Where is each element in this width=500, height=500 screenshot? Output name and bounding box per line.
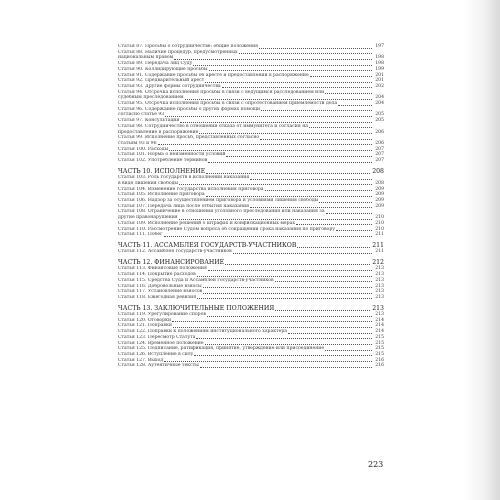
toc-entry-page: 208 (372, 167, 384, 175)
toc-entry-page: 204 (375, 101, 384, 107)
toc-part-heading (118, 259, 384, 266)
toc-entry-title: ЧАСТЬ 10. ИСПОЛНЕНИЕ (118, 167, 206, 175)
dot-leader (275, 281, 372, 282)
dot-leader (239, 53, 372, 54)
toc-entry-page: 207 (375, 146, 384, 152)
toc-entry-title: ЧАСТЬ 11. АССАМБЛЕЯ ГОСУДАРСТВ-УЧАСТНИКОВ (118, 241, 297, 249)
toc-entry-page: 208 (375, 180, 384, 186)
toc-part-heading (118, 242, 384, 249)
toc-entry-title: Статья 92. Предварительный арест (118, 78, 205, 84)
toc-entry-page: 209 (375, 197, 384, 203)
toc-entry-page: 207 (375, 158, 384, 164)
toc-entry-title: Статья 107. Передача лица после отбытия наказания (118, 203, 250, 209)
toc-entry-title: ЧАСТЬ 12. ФИНАНСИРОВАНИЕ (118, 259, 225, 267)
toc-entry (118, 363, 384, 369)
toc-entry-title: Статья 119. Урегулирование споров (118, 312, 206, 318)
toc-entry-page: 216 (375, 363, 384, 369)
toc-entry-page: 213 (375, 266, 384, 272)
toc-entry-page: 198 (375, 61, 384, 67)
toc-entry-page: 201 (375, 78, 384, 84)
dot-leader (193, 65, 372, 66)
dot-leader (169, 150, 372, 151)
toc-entry-title: Статья 116. Добровольные взносы (118, 283, 202, 289)
toc-entry-title: Статья 115. Средства Суда и Ассамблеи государств-участников (118, 277, 274, 283)
toc-entry-page: 213 (372, 304, 384, 312)
toc-entry-title: Статья 100. Расходы (118, 146, 169, 152)
dot-leader (309, 127, 372, 128)
toc-entry-title: Статья 106. Надзор за осуществлением приговора и условиями лишения свободы (118, 197, 319, 203)
page-number: 223 (368, 460, 384, 469)
toc-part-heading (118, 168, 384, 175)
dot-leader (180, 122, 372, 123)
dot-leader (319, 202, 372, 203)
toc-entry (118, 295, 384, 301)
dot-leader (206, 173, 370, 174)
dot-leader (200, 367, 372, 368)
toc-entry-title: ЧАСТЬ 13. ЗАКЛЮЧИТЕЛЬНЫЕ ПОЛОЖЕНИЯ (118, 304, 275, 312)
dot-leader (196, 338, 372, 339)
toc-entry-title: Статья 122. Поправки к положениям институционального характера (118, 329, 288, 335)
dot-leader (164, 361, 372, 362)
toc-entry-page: 205 (375, 118, 384, 124)
toc-entry-page: 211 (372, 241, 384, 249)
toc-entry-title: согласно статье 93 (118, 112, 165, 118)
dot-leader (165, 116, 372, 117)
toc-entry-page: 215 (375, 351, 384, 357)
toc-part-heading (118, 305, 384, 312)
dot-leader (260, 139, 372, 140)
toc-entry-title: Статья 113. Финансовые положения (118, 266, 207, 272)
toc-entry-page: 209 (375, 186, 384, 192)
toc-entry-title: Статья 112. Ассамблея государств-участников (118, 249, 232, 255)
toc-entry-title: другие правонарушения (118, 215, 178, 221)
toc-entry-page: 202 (375, 83, 384, 89)
toc-entry-page: 210 (375, 226, 384, 232)
toc-entry-page: 214 (375, 329, 384, 335)
toc-entry-title: Статья 123. Пересмотр Статута (118, 334, 196, 340)
dot-leader (288, 333, 372, 334)
toc-entry-page: 198 (375, 55, 384, 61)
toc-entry-title: Статья 102. Употребление терминов (118, 158, 208, 164)
toc-entry-title: Статья 128. Аутентичные тексты (118, 363, 199, 369)
toc-entry-title: Статья 99. Исполнение просьб, представленных согласно (118, 135, 260, 141)
toc-entry-page: 199 (375, 66, 384, 72)
toc-entry-title: Статья 97. Консультации (118, 118, 180, 124)
dot-leader (197, 298, 372, 299)
toc-entry-title: Статья 105. Исполнение приговора (118, 192, 205, 198)
toc-entry-page: 210 (375, 215, 384, 221)
toc-entry (118, 158, 384, 164)
toc-entry-title: Статья 90. Коллидирующие просьбы (118, 66, 208, 72)
toc-entry-page: 213 (375, 312, 384, 318)
toc-entry-title: Статья 125. Подписание, ратификация, принятие, утверждение или присоединение (118, 346, 325, 352)
dot-leader (172, 321, 372, 322)
toc-entry-title: Статья 88. Наличие процедур, предусмотренных (118, 49, 238, 55)
toc-entry-page: 197 (375, 44, 384, 49)
toc-entry-title: Статья 117. Установление взносов (118, 289, 203, 295)
toc-entry-page: 213 (375, 289, 384, 295)
dot-leader (158, 144, 373, 145)
toc-entry-page: 213 (375, 283, 384, 289)
dot-leader (208, 270, 372, 271)
toc-entry-title: Статья 104. Изменение государства исполнения приговора (118, 186, 264, 192)
dot-leader (338, 105, 372, 106)
toc-entry-page: 215 (375, 340, 384, 346)
toc-entry-title: статьям 93 и 96 (118, 140, 157, 146)
dot-leader (179, 184, 372, 185)
toc-entry-page: 212 (372, 259, 384, 267)
toc-entry-page: 210 (375, 220, 384, 226)
toc-entry-page: 207 (375, 152, 384, 158)
toc-entry-title: Статья 109. Исполнение решений о штрафах и конфискационных мерах (118, 220, 295, 226)
page-edge-shadow (464, 0, 500, 500)
dot-leader (297, 247, 370, 248)
toc-entry-title: Статья 89. Передача лиц Суду (118, 61, 193, 67)
dot-leader (174, 59, 372, 60)
toc-entry-page: 213 (375, 277, 384, 283)
toc-entry-title: Статья 120. Оговорки (118, 317, 172, 323)
toc-entry-page: 206 (375, 140, 384, 146)
toc-entry-title: в виде лишения свободы (118, 180, 179, 186)
toc-entry-title: Статья 94. Отсрочка исполнения просьбы в связи с ведущимся расследованием или (118, 89, 325, 95)
dot-leader (199, 133, 372, 134)
dot-leader (336, 230, 372, 231)
toc-entry-page: 205 (375, 112, 384, 118)
dot-leader (179, 219, 372, 220)
dot-leader (203, 287, 372, 288)
toc-entry-title: национальным правом (118, 55, 174, 61)
toc-entry (118, 249, 384, 255)
toc-entry-title: Статья 98. Сотрудничество в отношении отказа от иммунитета и согласия на (118, 123, 309, 129)
dot-leader (326, 213, 372, 214)
dot-leader (296, 224, 372, 225)
dot-leader (325, 93, 372, 94)
toc-entry-title: Статья 110. Рассмотрение Судом вопроса об сокращении срока наказания по приговору (118, 226, 335, 232)
toc-entry-page: 214 (375, 323, 384, 329)
toc-entry-page: 211 (375, 249, 384, 255)
toc-entry-title: Статья 103. Роль государств в исполнении наказания (118, 175, 250, 181)
dot-leader (164, 236, 372, 237)
toc-entry-title: Статья 127. Выход (118, 357, 164, 363)
dot-leader (203, 293, 372, 294)
toc-entry-title: Статья 111. Побег (118, 232, 163, 238)
toc-entry-title: Статья 96. Содержание просьбы о других формах помощи (118, 106, 261, 112)
dot-leader (310, 76, 372, 77)
toc-entry-title: Статья 118. Ежегодная ревизия (118, 294, 197, 300)
dot-leader (325, 350, 372, 351)
dot-leader (173, 327, 372, 328)
toc-entry-page: 213 (375, 294, 384, 300)
toc-entry-title: Статья 108. Ограничение в отношении уголовного преследования или наказания за (118, 209, 325, 215)
dot-leader (207, 316, 372, 317)
toc-entry-page: 209 (375, 192, 384, 198)
table-of-contents (118, 44, 384, 369)
toc-entry-page: 201 (375, 72, 384, 78)
toc-entry-title: Статья 121. Поправки (118, 323, 172, 329)
dot-leader (261, 110, 372, 111)
dot-leader (225, 264, 370, 265)
toc-entry-page: 211 (375, 232, 384, 238)
toc-entry-title: Статья 114. Покрытие расходов (118, 272, 196, 278)
toc-entry-title: Статья 93. Другие формы сотрудничества (118, 83, 221, 89)
dot-leader (275, 310, 370, 311)
toc-entry-page: 215 (375, 346, 384, 352)
dot-leader (226, 156, 372, 157)
toc-entry-page: 213 (375, 272, 384, 278)
toc-entry-title: предоставление в распоряжение (118, 129, 199, 135)
toc-entry-title: Статья 91. Содержание просьбы об аресте и предоставлении в распоряжение (118, 72, 309, 78)
dot-leader (222, 87, 372, 88)
dot-leader (206, 196, 372, 197)
dot-leader (259, 48, 372, 49)
toc-entry (118, 232, 384, 238)
toc-entry-page: 215 (375, 334, 384, 340)
toc-entry-page: 216 (375, 357, 384, 363)
toc-entry-title: Статья 87. Просьбы о сотрудничестве: общие положения (118, 44, 259, 49)
dot-leader (250, 207, 372, 208)
toc-entry-title: Статья 95. Отсрочка исполнения просьбы в связи с опротестованием приемлемости дела (118, 101, 338, 107)
dot-leader (250, 179, 372, 180)
dot-leader (185, 99, 372, 100)
dot-leader (209, 70, 373, 71)
toc-entry-title: Статья 124. Временное положение (118, 340, 204, 346)
dot-leader (233, 253, 372, 254)
dot-leader (205, 82, 372, 83)
dot-leader (194, 355, 372, 356)
toc-entry-page: 209 (375, 203, 384, 209)
toc-entry-title: Статья 126. Вступление в силу (118, 351, 194, 357)
dot-leader (265, 190, 372, 191)
dot-leader (205, 344, 372, 345)
toc-entry-page: 206 (375, 129, 384, 135)
toc-entry-title: Статья 101. Норма о неизменности условий (118, 152, 226, 158)
dot-leader (208, 162, 372, 163)
dot-leader (197, 276, 372, 277)
toc-entry-page: 204 (375, 95, 384, 101)
toc-entry-title: судебным преследованием (118, 95, 184, 101)
toc-entry-page: 214 (375, 317, 384, 323)
